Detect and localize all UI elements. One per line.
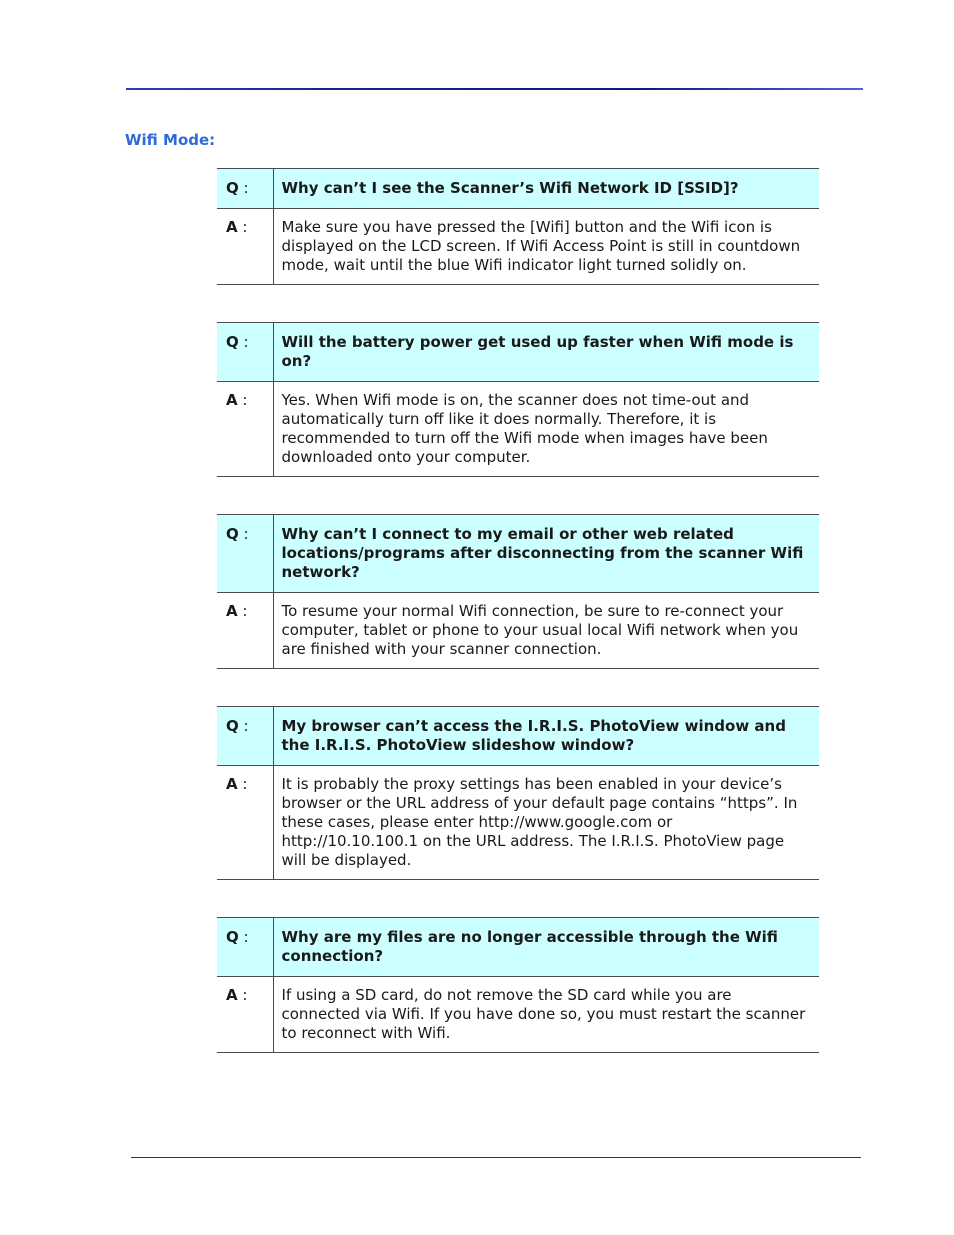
question-label: Q :	[217, 918, 273, 977]
faq-item-3	[217, 514, 819, 669]
question-label: Q :	[217, 169, 273, 209]
question-row	[217, 707, 819, 766]
answer-text: Make sure you have pressed the [Wifi] button and the Wifi icon is displayed on the LCD screen. If Wifi Access Point is still in countdown mode, wait until the blue Wifi indicator light turned solidly on.	[273, 209, 819, 285]
faq-list	[217, 168, 819, 1090]
answer-text: To resume your normal Wifi connection, be sure to re-connect your computer, tablet or phone to your usual local Wifi network when you are finished with your scanner connection.	[273, 593, 819, 669]
question-text: Why can’t I see the Scanner’s Wifi Network ID [SSID]?	[273, 169, 819, 209]
answer-text: It is probably the proxy settings has been enabled in your device’s browser or the URL address of your default page contains “https”. In these cases, please enter http://www.google.com or http://10.10.100.1 on the URL address. The I.R.I.S. PhotoView page will be displayed.	[273, 766, 819, 880]
question-row	[217, 323, 819, 382]
answer-row	[217, 977, 819, 1053]
question-row	[217, 169, 819, 209]
answer-label: A :	[217, 593, 273, 669]
answer-row	[217, 593, 819, 669]
question-label: Q :	[217, 515, 273, 593]
question-label: Q :	[217, 707, 273, 766]
section-title: Wifi Mode:	[125, 131, 216, 149]
faq-item-5	[217, 917, 819, 1053]
answer-label: A :	[217, 766, 273, 880]
question-text: Why are my files are no longer accessible through the Wifi connection?	[273, 918, 819, 977]
answer-row	[217, 382, 819, 477]
answer-text: Yes. When Wifi mode is on, the scanner does not time-out and automatically turn off like it does normally. Therefore, it is recommended to turn off the Wifi mode when images have been downloaded onto your computer.	[273, 382, 819, 477]
answer-row	[217, 766, 819, 880]
faq-item-2	[217, 322, 819, 477]
footer-rule	[131, 1157, 861, 1158]
question-row	[217, 515, 819, 593]
question-text: Will the battery power get used up faster when Wifi mode is on?	[273, 323, 819, 382]
answer-label: A :	[217, 977, 273, 1053]
answer-label: A :	[217, 209, 273, 285]
faq-item-1	[217, 168, 819, 285]
answer-row	[217, 209, 819, 285]
answer-label: A :	[217, 382, 273, 477]
question-text: Why can’t I connect to my email or other web related locations/programs after disconnecting from the scanner Wifi network?	[273, 515, 819, 593]
header-rule	[126, 88, 863, 90]
question-text: My browser can’t access the I.R.I.S. PhotoView window and the I.R.I.S. PhotoView slideshow window?	[273, 707, 819, 766]
answer-text: If using a SD card, do not remove the SD card while you are connected via Wifi. If you have done so, you must restart the scanner to reconnect with Wifi.	[273, 977, 819, 1053]
question-row	[217, 918, 819, 977]
question-label: Q :	[217, 323, 273, 382]
faq-item-4	[217, 706, 819, 880]
